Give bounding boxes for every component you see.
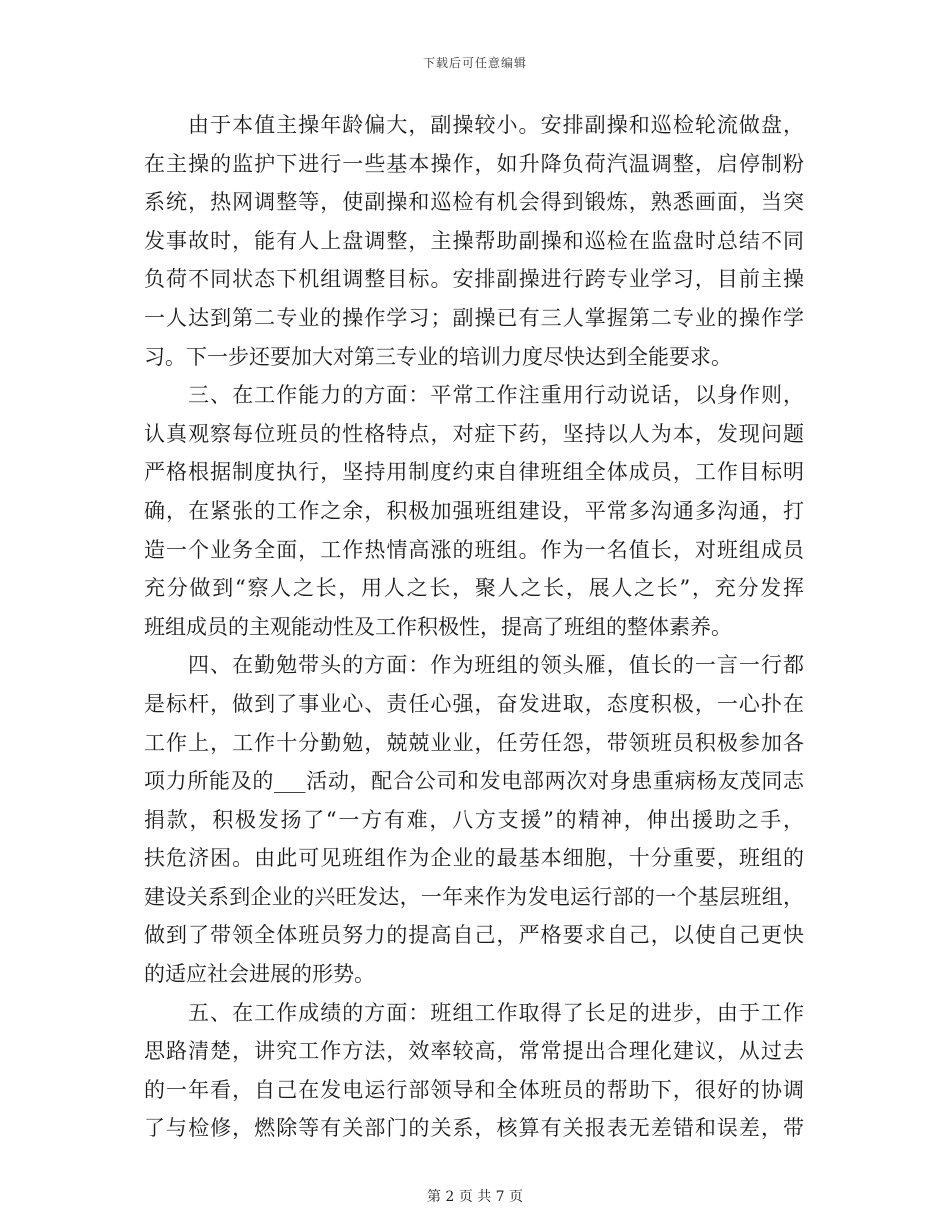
text-line: 由于本值主操年龄偏大，副操较小。安排副操和巡检轮流做盘， [188, 113, 804, 137]
page-number: 第 2 页 共 7 页 [426, 1189, 524, 1205]
text-line: 四、在勤勉带头的方面：作为班组的领头雁，值长的一言一行都 [188, 653, 804, 678]
document-body [144, 106, 804, 1148]
text-line: 认真观察每位班员的性格特点，对症下药，坚持以人为本，发现问题 [144, 421, 804, 446]
text-line: 了与检修，燃除等有关部门的关系，核算有关报表无差错和误差，带 [144, 1116, 804, 1141]
text-line: 确，在紧张的工作之余，积极加强班组建设，平常多沟通多沟通，打 [144, 498, 804, 523]
text-line: 三、在工作能力的方面：平常工作注重用行动说话，以身作则， [188, 383, 804, 408]
text-line: 项力所能及的___活动，配合公司和发电部两次对身患重病杨友茂同志 [144, 769, 804, 794]
text-line: 充分做到“察人之长，用人之长，聚人之长，展人之长”，充分发挥 [144, 576, 804, 601]
text-line: 负荷不同状态下机组调整目标。安排副操进行跨专业学习，目前主操 [144, 267, 804, 292]
text-line: 的适应社会进展的形势。 [144, 962, 375, 987]
text-line: 造一个业务全面，工作热情高涨的班组。作为一名值长，对班组成员 [144, 537, 804, 562]
text-line: 系统，热网调整等，使副操和巡检有机会得到锻炼，熟悉画面，当突 [144, 190, 804, 215]
text-line: 班组成员的主观能动性及工作积极性，提高了班组的整体素养。 [144, 614, 732, 639]
text-line: 是标杆，做到了事业心、责任心强，奋发进取，态度积极，一心扑在 [144, 691, 804, 716]
text-line: 严格根据制度执行，坚持用制度约束自律班组全体成员，工作目标明 [144, 460, 804, 485]
text-line: 做到了带领全体班员努力的提高自己，严格要求自己，以使自己更快 [144, 923, 804, 948]
text-line: 扶危济困。由此可见班组作为企业的最基本细胞，十分重要，班组的 [144, 846, 804, 871]
text-line: 的一年看，自己在发电运行部领导和全体班员的帮助下，很好的协调 [144, 1077, 804, 1102]
text-line: 建设关系到企业的兴旺发达，一年来作为发电运行部的一个基层班组， [144, 884, 804, 909]
text-line: 发事故时，能有人上盘调整，主操帮助副操和巡检在监盘时总结不同 [144, 228, 804, 253]
text-line: 习。下一步还要加大对第三专业的培训力度尽快达到全能要求。 [144, 344, 732, 369]
text-line: 捐款，积极发扬了“一方有难，八方支援”的精神，伸出援助之手， [144, 807, 804, 832]
text-line: 思路清楚，讲究工作方法，效率较高，常常提出合理化建议，从过去 [144, 1039, 804, 1064]
page-header: 下载后可任意编辑 [422, 56, 527, 70]
text-line: 五、在工作成绩的方面：班组工作取得了长足的进步，由于工作 [188, 1000, 804, 1025]
text-line: 工作上，工作十分勤勉，兢兢业业，任劳任怨，带领班员积极参加各 [144, 730, 804, 755]
text-line: 一人达到第二专业的操作学习；副操已有三人掌握第二专业的操作学 [144, 305, 804, 330]
text-line: 在主操的监护下进行一些基本操作，如升降负荷汽温调整，启停制粉 [144, 151, 804, 176]
